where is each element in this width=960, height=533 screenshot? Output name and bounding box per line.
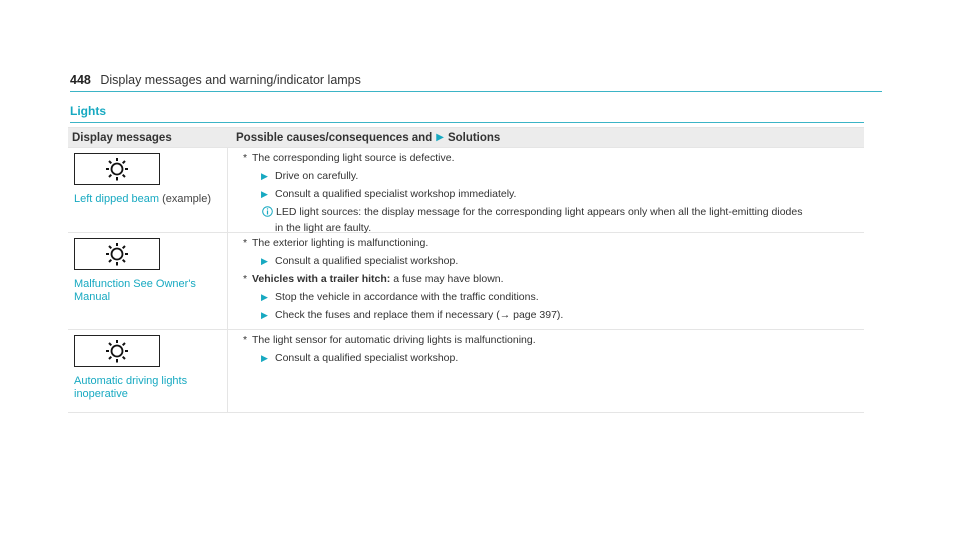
column-header-causes-text: Possible causes/consequences and: [236, 131, 433, 144]
light-bulb-warning-icon: [104, 338, 130, 364]
display-message-label: [74, 193, 227, 206]
solutions-arrow-icon: ▶: [436, 132, 444, 143]
display-message-label: [74, 278, 227, 304]
message-malfunction-line1: Malfunction See Owner's: [74, 278, 196, 290]
solutions-cell: [228, 233, 864, 329]
info-icon: [262, 205, 276, 221]
page-number: 448: [70, 73, 91, 87]
cause-text: The corresponding light source is defective.: [252, 152, 455, 164]
cause-line: [243, 272, 864, 286]
info-line: [243, 205, 864, 221]
action-text: Drive on carefully.: [275, 170, 359, 182]
action-text: Consult a qualified specialist workshop.: [275, 255, 459, 267]
lamp-symbol-box: [74, 335, 160, 367]
column-header-solutions-text: Solutions: [447, 131, 501, 144]
cause-star: *: [243, 152, 248, 164]
action-arrow-icon: ▶: [261, 189, 268, 199]
action-line: [243, 308, 864, 322]
action-arrow-icon: ▶: [261, 292, 268, 302]
message-left-dipped-beam: Left dipped beam: [74, 193, 160, 205]
trailer-hitch-condition: Vehicles with a trailer hitch:: [252, 273, 391, 285]
cause-star: *: [243, 334, 248, 346]
action-line: [243, 254, 864, 268]
display-message-cell: [68, 330, 228, 412]
light-bulb-warning-icon: [104, 241, 130, 267]
column-header-causes: [228, 132, 864, 144]
table-row: [68, 232, 864, 329]
table-header: [68, 128, 864, 147]
display-message-label: [74, 375, 227, 401]
message-automatic-lights-line1: Automatic driving lights: [74, 375, 188, 387]
solutions-cell: [228, 330, 864, 412]
cause-star: *: [243, 273, 248, 285]
lamp-symbol-box: [74, 153, 160, 185]
cause-star: *: [243, 237, 248, 249]
message-automatic-lights-line2: inoperative: [74, 388, 128, 400]
action-text-page-reference[interactable]: Check the fuses and replace them if necessary (→ page 397).: [275, 309, 564, 321]
table-row: [68, 147, 864, 232]
table-row: [68, 329, 864, 412]
action-text: Consult a qualified specialist workshop.: [275, 352, 459, 364]
action-arrow-icon: ▶: [261, 353, 268, 363]
display-messages-table: [68, 127, 864, 413]
action-line: [243, 290, 864, 304]
cause-line: [243, 151, 864, 165]
light-bulb-warning-icon: [104, 156, 130, 182]
lamp-symbol-box: [74, 238, 160, 270]
action-arrow-icon: ▶: [261, 171, 268, 181]
action-line: [243, 351, 864, 365]
info-text-continued: in the light are faulty.: [275, 222, 372, 234]
example-note: (example): [162, 193, 211, 205]
page-header-title: Display messages and warning/indicator lamps: [100, 73, 361, 87]
display-message-cell: [68, 233, 228, 329]
action-line: [243, 169, 864, 183]
action-arrow-icon: ▶: [261, 310, 268, 320]
page-header: [70, 73, 882, 92]
action-text: Consult a qualified specialist workshop immediately.: [275, 188, 517, 200]
cause-text: The light sensor for automatic driving lights is malfunctioning.: [252, 334, 536, 346]
action-arrow-icon: ▶: [261, 256, 268, 266]
info-text: LED light sources: the display message for the corresponding light appears only when all the light-emitting diodes: [276, 206, 803, 218]
cause-line: [243, 333, 864, 347]
message-malfunction-line2: Manual: [74, 291, 111, 303]
action-text: Stop the vehicle in accordance with the traffic conditions.: [275, 291, 539, 303]
cause-text: [252, 272, 504, 286]
cause-text: The exterior lighting is malfunctioning.: [252, 237, 429, 249]
display-message-cell: [68, 148, 228, 232]
section-title: Lights: [70, 104, 864, 123]
trailer-hitch-cause: a fuse may have blown.: [393, 273, 504, 285]
action-line: [243, 187, 864, 201]
solutions-cell: [228, 148, 864, 232]
cause-line: [243, 236, 864, 250]
column-header-display-messages: Display messages: [72, 131, 172, 144]
